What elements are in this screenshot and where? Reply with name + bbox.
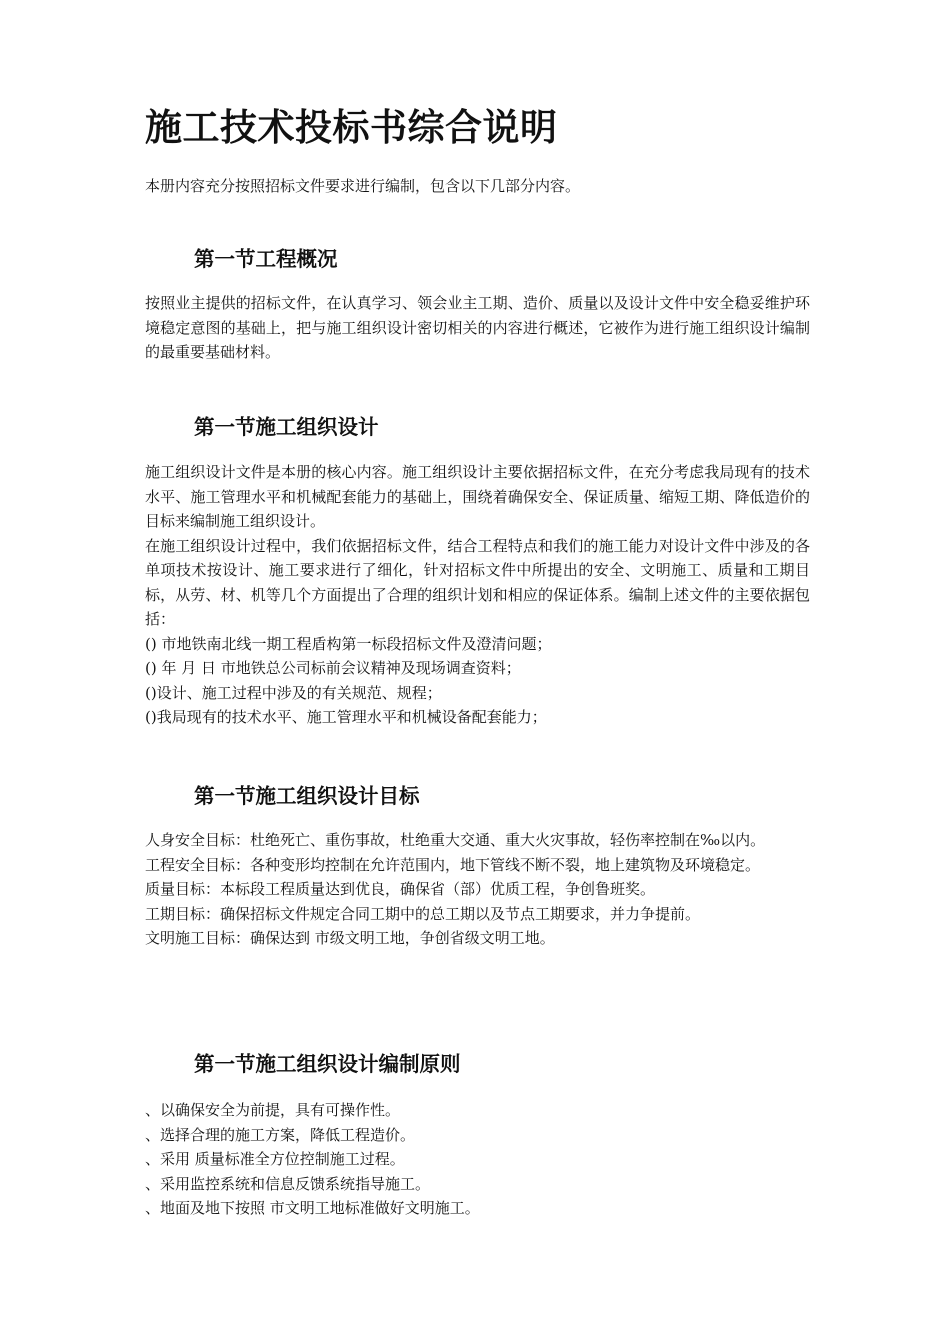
intro-paragraph: 本册内容充分按照招标文件要求进行编制，包含以下几部分内容。 [145,177,581,195]
section-heading: 第一节施工组织设计编制原则 [194,1052,461,1076]
list-item: 、以确保安全为前提，具有可操作性。 [145,1101,401,1119]
document-title: 施工技术投标书综合说明 [145,105,558,149]
section-project-overview [145,244,810,365]
list-item: ()设计、施工过程中涉及的有关规范、规程； [145,683,442,702]
list-item: 、地面及地下按照 市文明工地标准做好文明施工。 [145,1199,480,1217]
section-body [145,460,810,730]
goal-quality: 质量目标：本标段工程质量达到优良，确保省（部）优质工程，争创鲁班奖。 [145,880,656,898]
section-heading: 第一节施工组织设计 [194,415,379,439]
goal-safety-engineering: 工程安全目标：各种变形均控制在允许范围内，地下管线不断不裂，地上建筑物及环境稳定。 [145,855,761,874]
section-paragraph: 施工组织设计文件是本册的核心内容。施工组织设计主要依据招标文件，在充分考虑我局现有的技术水平、施工管理水平和机械配套能力的基础上，围绕着确保安全、保证质量、缩短工期、降低造价的目标来编制施工组织设计。 [145,463,810,530]
section-body [145,828,810,951]
list-item: ()我局现有的技术水平、施工管理水平和机械设备配套能力； [145,708,547,726]
section-heading: 第一节工程概况 [194,247,338,271]
section-paragraph: 按照业主提供的招标文件，在认真学习、领会业主工期、造价、质量以及设计文件中安全稳妥维护环境稳定意图的基础上，把与施工组织设计密切相关的内容进行概述，它被作为进行施工组织设计编制的最重要基础材料。 [145,294,810,361]
section-heading: 第一节施工组织设计目标 [194,784,420,808]
section-body [145,1098,810,1221]
list-item: () 年 月 日 市地铁总公司标前会议精神及现场调查资料； [145,659,521,677]
list-item: 、采用监控系统和信息反馈系统指导施工。 [145,1174,431,1193]
section-paragraph: 在施工组织设计过程中，我们依据招标文件，结合工程特点和我们的施工能力对设计文件中涉及的各单项技术按设计、施工要求进行了细化，针对招标文件中所提出的安全、文明施工、质量和工期目标，从劳、材、机等几个方面提出了合理的组织计划和相应的保证体系。编制上述文件的主要依据包括： [145,536,810,628]
section-design-goals [145,781,810,951]
list-item: () 市地铁南北线一期工程盾构第一标段招标文件及澄清问题； [145,634,552,653]
goal-civilized-construction: 文明施工目标：确保达到 市级文明工地，争创省级文明工地。 [145,929,555,947]
goal-safety-personal: 人身安全目标：杜绝死亡、重伤事故，杜绝重大交通、重大火灾事故，轻伤率控制在‰以内。 [145,831,766,849]
list-item: 、选择合理的施工方案，降低工程造价。 [145,1125,416,1144]
section-design-principles [145,1049,810,1221]
section-construction-design [145,412,810,730]
goal-schedule: 工期目标：确保招标文件规定合同工期中的总工期以及节点工期要求，并力争提前。 [145,904,701,923]
list-item: 、采用 质量标准全方位控制施工过程。 [145,1150,405,1168]
